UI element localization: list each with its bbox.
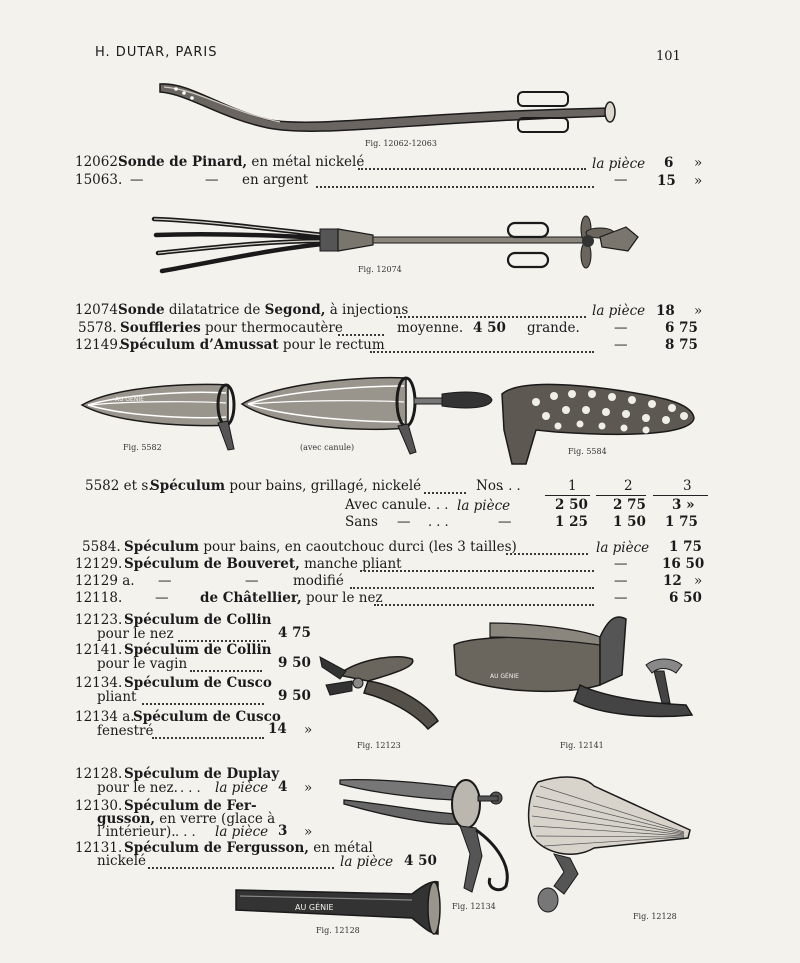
item-number: 12123. — [75, 612, 123, 628]
price: 4 75 — [278, 625, 311, 641]
price: 14 — [268, 721, 287, 737]
maker-mark: AU GÉNIE — [295, 903, 334, 912]
ditto-mark: — — [155, 590, 169, 606]
item-number: 12134. — [75, 675, 123, 691]
item-number: 5582 et s. — [85, 478, 153, 494]
maker-mark: AU GÉNIE — [490, 673, 519, 680]
numbers-label: Nos — [476, 478, 503, 494]
figure-caption: Fig. 12141 — [560, 741, 604, 750]
price: 1 75 — [665, 514, 698, 530]
leader-dots — [338, 334, 384, 336]
figure-caption: (avec canule) — [300, 443, 355, 452]
leader-dots: . . — [436, 498, 449, 513]
price-cents: » — [694, 573, 703, 589]
item-description: pour le vagin — [97, 656, 188, 672]
figure-caption: Fig. 5582 — [123, 443, 162, 452]
item-number: 15063. — [75, 172, 123, 188]
price: 16 50 — [662, 556, 705, 572]
leader-dots: . . . — [428, 515, 449, 530]
ditto-mark: — — [245, 573, 259, 589]
item-number: 12128. — [75, 766, 123, 782]
leader-dots — [350, 587, 594, 589]
unit-label: — — [614, 320, 628, 336]
ditto-mark: — — [130, 172, 144, 188]
item-number: 12129. — [75, 556, 123, 572]
leader-dots — [316, 186, 594, 188]
leader-dots — [190, 670, 262, 672]
price: 9 50 — [278, 688, 311, 704]
item-name: Spéculum de Collin — [124, 612, 272, 628]
price: 1 75 — [669, 539, 702, 555]
item-name: Spéculum de Collin — [124, 642, 272, 658]
figure-caption: Fig. 12128 — [633, 912, 677, 921]
item-description: Souffleries pour thermocautère — [120, 320, 343, 336]
leader-dots — [424, 492, 466, 494]
item-description: modifié — [293, 573, 344, 589]
unit-label: la pièce — [592, 303, 646, 319]
price-cents: » — [694, 173, 703, 189]
price-cents: » — [694, 303, 703, 319]
price: 2 50 — [555, 497, 588, 513]
item-name: Spéculum de Cusco — [124, 675, 272, 691]
unit-label: — — [614, 573, 628, 589]
unit-label: la pièce — [215, 824, 269, 840]
unit-label: la pièce — [457, 498, 511, 514]
unit-label: — — [498, 514, 512, 530]
page-number: 101 — [656, 49, 681, 64]
figure-caption: Fig. 12128 — [316, 926, 360, 935]
leader-dots — [370, 351, 594, 353]
item-number: 5584. — [82, 539, 121, 555]
item-number: 12129 a. — [75, 573, 135, 589]
item-number: 12118. — [75, 590, 123, 606]
item-description: de Châtellier, pour le nez — [200, 590, 383, 606]
item-number: 5578. — [78, 320, 117, 336]
item-number: 12074. — [75, 302, 123, 318]
item-description: Spéculum pour bains, grillagé, nickelé — [150, 478, 422, 494]
item-name: Spéculum de Fer- — [124, 798, 257, 814]
unit-label: — — [614, 556, 628, 572]
column-rule — [653, 495, 708, 496]
size-label: grande. — [527, 320, 580, 336]
collin-vaginal-speculum-illustration — [450, 615, 702, 740]
item-description: Sonde de Pinard, en métal nickelé — [118, 154, 365, 170]
unit-label: — — [614, 337, 628, 353]
price: 6 — [664, 155, 674, 171]
pinard-probe-illustration — [150, 78, 620, 140]
leader-dots — [396, 316, 586, 318]
item-description: Spéculum pour bains, en caoutchouc durci (les 3 tailles) — [124, 539, 517, 555]
item-description: nickelé — [97, 853, 147, 869]
item-description: en argent — [242, 172, 309, 188]
leader-dots — [506, 553, 588, 555]
price-cents: » — [304, 780, 313, 796]
collin-nasal-speculum-illustration — [318, 645, 444, 735]
leader-dots — [360, 570, 594, 572]
column-rule — [545, 495, 590, 496]
price-cents: » — [304, 824, 313, 840]
maker-mark: AU GÉNIE — [115, 396, 144, 403]
ditto-mark: — — [158, 573, 172, 589]
leader-dots — [148, 867, 334, 869]
item-description: pour le nez. — [97, 780, 178, 796]
figure-caption: Fig. 12074 — [358, 265, 402, 274]
figure-caption: Fig. 12134 — [452, 902, 496, 911]
price: 12 — [663, 573, 682, 589]
leader-dots — [142, 703, 264, 705]
ditto-mark: — — [397, 514, 411, 530]
leader-dots: . . . — [180, 781, 201, 796]
item-description: Sonde dilatatrice de Segond, à injections — [118, 302, 409, 318]
unit-label: la pièce — [596, 540, 650, 556]
item-description: pour le nez — [97, 626, 174, 642]
unit-label: — — [614, 590, 628, 606]
ditto-mark: — — [205, 172, 219, 188]
column-rule — [596, 495, 646, 496]
price: 1 50 — [613, 514, 646, 530]
item-number: 12141. — [75, 642, 123, 658]
item-number: 12134 a. — [75, 709, 135, 725]
item-description: fenestré — [97, 723, 154, 739]
unit-label: la pièce — [215, 780, 269, 796]
item-description: Spéculum de Fergusson, en métal — [124, 840, 373, 856]
price: 4 — [278, 779, 288, 795]
row-label: Sans — [345, 514, 378, 530]
price: 3 — [278, 823, 288, 839]
numbers-dots: . . . — [500, 479, 521, 494]
item-number: 12149. — [75, 337, 123, 353]
price-cents: » — [694, 155, 703, 171]
item-number: 12130. — [75, 798, 123, 814]
unit-label: la pièce — [592, 156, 646, 172]
item-description: l’intérieur). — [97, 824, 176, 840]
size-column-header: 2 — [624, 478, 633, 494]
size-label: moyenne. — [397, 320, 464, 336]
price: 6 50 — [669, 590, 702, 606]
unit-label: — — [614, 172, 628, 188]
price: 8 75 — [665, 337, 698, 353]
unit-label: la pièce — [340, 854, 394, 870]
price: 18 — [656, 303, 675, 319]
price: 9 50 — [278, 655, 311, 671]
row-label: Avec canule. — [345, 497, 432, 513]
item-description: gusson, en verre (glace à — [97, 811, 276, 827]
price: 3 » — [672, 497, 695, 513]
item-name: Spéculum de Duplay — [124, 766, 280, 782]
bath-speculum-with-cannula-illustration — [238, 370, 496, 458]
price-cents: » — [304, 722, 313, 738]
price: 2 75 — [613, 497, 646, 513]
item-number: 12131. — [75, 840, 123, 856]
leader-dots — [358, 168, 586, 170]
fergusson-speculum-illustration — [524, 772, 694, 920]
price: 15 — [657, 173, 676, 189]
item-number: 12062. — [75, 154, 123, 170]
size-column-header: 1 — [568, 478, 577, 494]
figure-caption: Fig. 12123 — [357, 741, 401, 750]
leader-dots — [152, 737, 264, 739]
item-description: Spéculum de Bouveret, manche pliant — [124, 556, 402, 572]
running-header: H. DUTAR, PARIS — [95, 45, 218, 60]
size-column-header: 3 — [683, 478, 692, 494]
price: 6 75 — [665, 320, 698, 336]
price: 1 25 — [555, 514, 588, 530]
leader-dots: . . . — [175, 825, 196, 840]
item-description: Spéculum d’Amussat pour le rectum — [120, 337, 385, 353]
leader-dots — [374, 604, 594, 606]
price: 4 50 — [473, 320, 506, 336]
item-description: pliant — [97, 689, 137, 705]
figure-caption: Fig. 12062-12063 — [365, 139, 437, 148]
figure-caption: Fig. 5584 — [568, 447, 607, 456]
price: 4 50 — [404, 853, 437, 869]
item-name: Spéculum de Cusco — [133, 709, 281, 725]
